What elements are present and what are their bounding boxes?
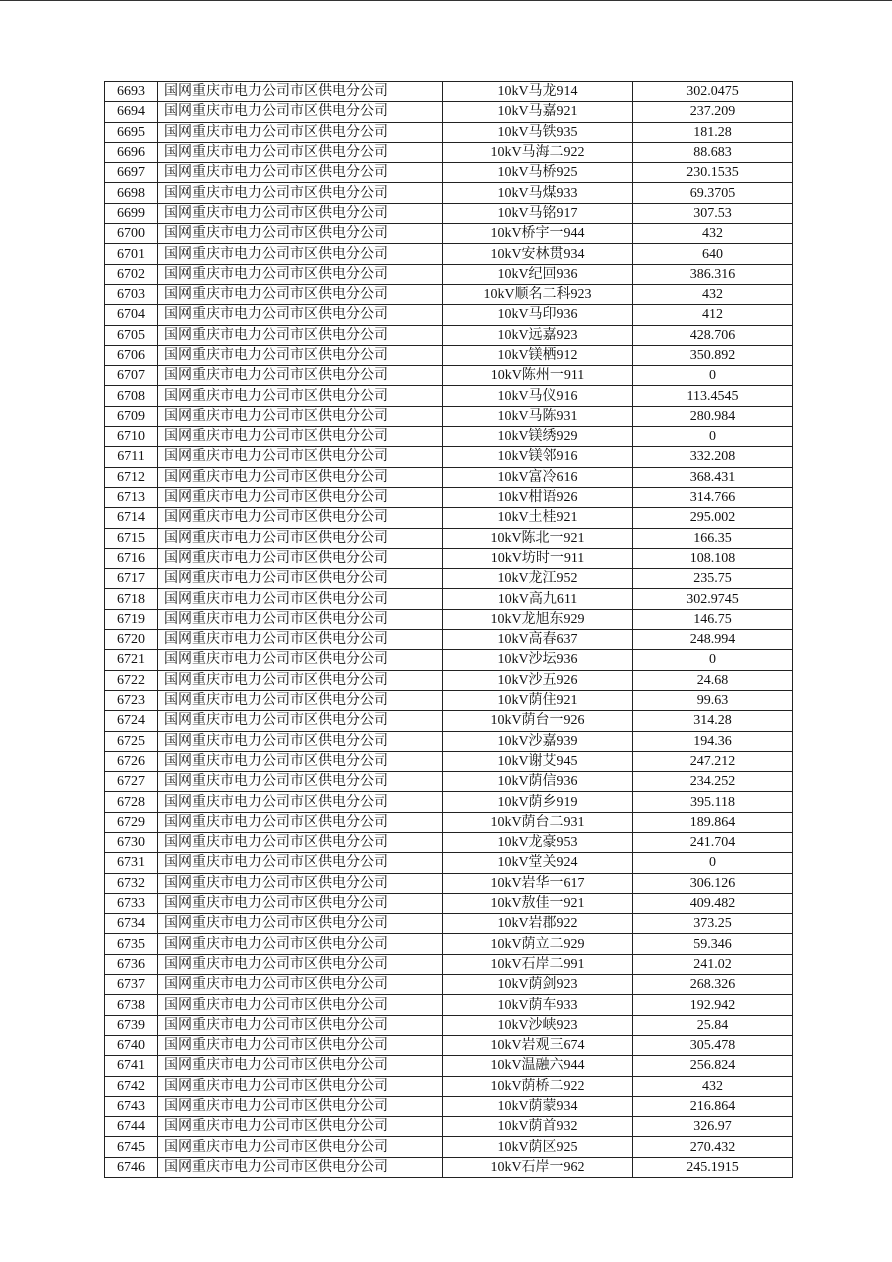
table-row — [105, 1096, 793, 1116]
row-number-cell: 6715 — [105, 528, 158, 548]
table-row — [105, 609, 793, 629]
table-row — [105, 1137, 793, 1157]
row-number-cell: 6723 — [105, 690, 158, 710]
row-number-cell: 6735 — [105, 934, 158, 954]
row-number-cell: 6724 — [105, 711, 158, 731]
value-cell: 314.28 — [633, 711, 793, 731]
line-name-cell: 10kV柑语926 — [443, 487, 633, 507]
company-name-cell: 国网重庆市电力公司市区供电分公司 — [158, 427, 443, 447]
table-row — [105, 934, 793, 954]
line-name-cell: 10kV荫信936 — [443, 772, 633, 792]
line-name-cell: 10kV马陈931 — [443, 406, 633, 426]
row-number-cell: 6733 — [105, 893, 158, 913]
line-name-cell: 10kV马龙914 — [443, 82, 633, 102]
line-name-cell: 10kV沙五926 — [443, 670, 633, 690]
company-name-cell: 国网重庆市电力公司市区供电分公司 — [158, 325, 443, 345]
value-cell: 295.002 — [633, 508, 793, 528]
table-row — [105, 203, 793, 223]
table-row — [105, 366, 793, 386]
table-row — [105, 975, 793, 995]
value-cell: 332.208 — [633, 447, 793, 467]
company-name-cell: 国网重庆市电力公司市区供电分公司 — [158, 1137, 443, 1157]
row-number-cell: 6738 — [105, 995, 158, 1015]
value-cell: 305.478 — [633, 1035, 793, 1055]
value-cell: 395.118 — [633, 792, 793, 812]
value-cell: 268.326 — [633, 975, 793, 995]
table-body — [105, 82, 793, 1178]
value-cell: 326.97 — [633, 1117, 793, 1137]
row-number-cell: 6722 — [105, 670, 158, 690]
line-name-cell: 10kV荫立二929 — [443, 934, 633, 954]
line-name-cell: 10kV荫剑923 — [443, 975, 633, 995]
row-number-cell: 6708 — [105, 386, 158, 406]
line-name-cell: 10kV安林贯934 — [443, 244, 633, 264]
line-name-cell: 10kV沙嘉939 — [443, 731, 633, 751]
line-name-cell: 10kV土桂921 — [443, 508, 633, 528]
row-number-cell: 6706 — [105, 345, 158, 365]
line-name-cell: 10kV龙豪953 — [443, 832, 633, 852]
value-cell: 302.0475 — [633, 82, 793, 102]
company-name-cell: 国网重庆市电力公司市区供电分公司 — [158, 264, 443, 284]
value-cell: 189.864 — [633, 812, 793, 832]
row-number-cell: 6737 — [105, 975, 158, 995]
row-number-cell: 6699 — [105, 203, 158, 223]
value-cell: 306.126 — [633, 873, 793, 893]
value-cell: 241.02 — [633, 954, 793, 974]
line-name-cell: 10kV谢艾945 — [443, 751, 633, 771]
table-row — [105, 244, 793, 264]
line-name-cell: 10kV沙峡923 — [443, 1015, 633, 1035]
row-number-cell: 6718 — [105, 589, 158, 609]
row-number-cell: 6693 — [105, 82, 158, 102]
company-name-cell: 国网重庆市电力公司市区供电分公司 — [158, 1035, 443, 1055]
page-top-rule — [0, 0, 892, 1]
row-number-cell: 6700 — [105, 224, 158, 244]
line-name-cell: 10kV石岸二991 — [443, 954, 633, 974]
row-number-cell: 6744 — [105, 1117, 158, 1137]
line-name-cell: 10kV荫台一926 — [443, 711, 633, 731]
row-number-cell: 6741 — [105, 1056, 158, 1076]
line-name-cell: 10kV高九611 — [443, 589, 633, 609]
table-row — [105, 284, 793, 304]
value-cell: 280.984 — [633, 406, 793, 426]
value-cell: 256.824 — [633, 1056, 793, 1076]
row-number-cell: 6713 — [105, 487, 158, 507]
table-row — [105, 548, 793, 568]
value-cell: 0 — [633, 853, 793, 873]
table-row — [105, 163, 793, 183]
row-number-cell: 6743 — [105, 1096, 158, 1116]
company-name-cell: 国网重庆市电力公司市区供电分公司 — [158, 914, 443, 934]
row-number-cell: 6694 — [105, 102, 158, 122]
line-name-cell: 10kV高春637 — [443, 630, 633, 650]
row-number-cell: 6734 — [105, 914, 158, 934]
value-cell: 247.212 — [633, 751, 793, 771]
table-row — [105, 1117, 793, 1137]
company-name-cell: 国网重庆市电力公司市区供电分公司 — [158, 102, 443, 122]
table-row — [105, 792, 793, 812]
company-name-cell: 国网重庆市电力公司市区供电分公司 — [158, 1015, 443, 1035]
line-name-cell: 10kV荫蒙934 — [443, 1096, 633, 1116]
row-number-cell: 6730 — [105, 832, 158, 852]
table-row — [105, 487, 793, 507]
row-number-cell: 6703 — [105, 284, 158, 304]
value-cell: 245.1915 — [633, 1157, 793, 1177]
company-name-cell: 国网重庆市电力公司市区供电分公司 — [158, 792, 443, 812]
company-name-cell: 国网重庆市电力公司市区供电分公司 — [158, 873, 443, 893]
line-name-cell: 10kV陈北一921 — [443, 528, 633, 548]
table-row — [105, 751, 793, 771]
company-name-cell: 国网重庆市电力公司市区供电分公司 — [158, 751, 443, 771]
table-row — [105, 873, 793, 893]
company-name-cell: 国网重庆市电力公司市区供电分公司 — [158, 975, 443, 995]
row-number-cell: 6704 — [105, 305, 158, 325]
company-name-cell: 国网重庆市电力公司市区供电分公司 — [158, 630, 443, 650]
table-row — [105, 406, 793, 426]
table-row — [105, 1015, 793, 1035]
row-number-cell: 6726 — [105, 751, 158, 771]
row-number-cell: 6719 — [105, 609, 158, 629]
table-row — [105, 528, 793, 548]
table-row — [105, 731, 793, 751]
table-row — [105, 772, 793, 792]
value-cell: 166.35 — [633, 528, 793, 548]
value-cell: 302.9745 — [633, 589, 793, 609]
row-number-cell: 6739 — [105, 1015, 158, 1035]
company-name-cell: 国网重庆市电力公司市区供电分公司 — [158, 528, 443, 548]
row-number-cell: 6729 — [105, 812, 158, 832]
data-table — [104, 81, 793, 1178]
row-number-cell: 6710 — [105, 427, 158, 447]
value-cell: 428.706 — [633, 325, 793, 345]
line-name-cell: 10kV镁栖912 — [443, 345, 633, 365]
table-row — [105, 142, 793, 162]
company-name-cell: 国网重庆市电力公司市区供电分公司 — [158, 731, 443, 751]
line-name-cell: 10kV桥宇一944 — [443, 224, 633, 244]
value-cell: 88.683 — [633, 142, 793, 162]
company-name-cell: 国网重庆市电力公司市区供电分公司 — [158, 467, 443, 487]
row-number-cell: 6709 — [105, 406, 158, 426]
table-row — [105, 569, 793, 589]
company-name-cell: 国网重庆市电力公司市区供电分公司 — [158, 954, 443, 974]
table-row — [105, 954, 793, 974]
value-cell: 241.704 — [633, 832, 793, 852]
value-cell: 99.63 — [633, 690, 793, 710]
value-cell: 216.864 — [633, 1096, 793, 1116]
row-number-cell: 6705 — [105, 325, 158, 345]
line-name-cell: 10kV岩观三674 — [443, 1035, 633, 1055]
value-cell: 146.75 — [633, 609, 793, 629]
table-row — [105, 1056, 793, 1076]
table-row — [105, 1157, 793, 1177]
row-number-cell: 6740 — [105, 1035, 158, 1055]
line-name-cell: 10kV岩华一617 — [443, 873, 633, 893]
table-row — [105, 427, 793, 447]
value-cell: 640 — [633, 244, 793, 264]
line-name-cell: 10kV富冷616 — [443, 467, 633, 487]
table-row — [105, 386, 793, 406]
value-cell: 69.3705 — [633, 183, 793, 203]
company-name-cell: 国网重庆市电力公司市区供电分公司 — [158, 487, 443, 507]
company-name-cell: 国网重庆市电力公司市区供电分公司 — [158, 345, 443, 365]
row-number-cell: 6696 — [105, 142, 158, 162]
line-name-cell: 10kV纪回936 — [443, 264, 633, 284]
company-name-cell: 国网重庆市电力公司市区供电分公司 — [158, 447, 443, 467]
line-name-cell: 10kV荫住921 — [443, 690, 633, 710]
value-cell: 373.25 — [633, 914, 793, 934]
table-row — [105, 690, 793, 710]
line-name-cell: 10kV荫首932 — [443, 1117, 633, 1137]
value-cell: 350.892 — [633, 345, 793, 365]
company-name-cell: 国网重庆市电力公司市区供电分公司 — [158, 893, 443, 913]
table-row — [105, 1076, 793, 1096]
value-cell: 237.209 — [633, 102, 793, 122]
table-row — [105, 345, 793, 365]
value-cell: 181.28 — [633, 122, 793, 142]
table-row — [105, 630, 793, 650]
line-name-cell: 10kV镁邻916 — [443, 447, 633, 467]
company-name-cell: 国网重庆市电力公司市区供电分公司 — [158, 1076, 443, 1096]
line-name-cell: 10kV坊时一911 — [443, 548, 633, 568]
table-row — [105, 711, 793, 731]
table-row — [105, 183, 793, 203]
row-number-cell: 6745 — [105, 1137, 158, 1157]
line-name-cell: 10kV马印936 — [443, 305, 633, 325]
company-name-cell: 国网重庆市电力公司市区供电分公司 — [158, 1157, 443, 1177]
line-name-cell: 10kV荫区925 — [443, 1137, 633, 1157]
row-number-cell: 6712 — [105, 467, 158, 487]
row-number-cell: 6695 — [105, 122, 158, 142]
line-name-cell: 10kV石岸一962 — [443, 1157, 633, 1177]
value-cell: 432 — [633, 284, 793, 304]
company-name-cell: 国网重庆市电力公司市区供电分公司 — [158, 203, 443, 223]
company-name-cell: 国网重庆市电力公司市区供电分公司 — [158, 934, 443, 954]
company-name-cell: 国网重庆市电力公司市区供电分公司 — [158, 1096, 443, 1116]
company-name-cell: 国网重庆市电力公司市区供电分公司 — [158, 548, 443, 568]
company-name-cell: 国网重庆市电力公司市区供电分公司 — [158, 183, 443, 203]
company-name-cell: 国网重庆市电力公司市区供电分公司 — [158, 366, 443, 386]
company-name-cell: 国网重庆市电力公司市区供电分公司 — [158, 163, 443, 183]
company-name-cell: 国网重庆市电力公司市区供电分公司 — [158, 224, 443, 244]
table-row — [105, 995, 793, 1015]
company-name-cell: 国网重庆市电力公司市区供电分公司 — [158, 832, 443, 852]
line-name-cell: 10kV敖佳一921 — [443, 893, 633, 913]
line-name-cell: 10kV马煤933 — [443, 183, 633, 203]
value-cell: 194.36 — [633, 731, 793, 751]
value-cell: 25.84 — [633, 1015, 793, 1035]
company-name-cell: 国网重庆市电力公司市区供电分公司 — [158, 609, 443, 629]
table-row — [105, 224, 793, 244]
row-number-cell: 6701 — [105, 244, 158, 264]
company-name-cell: 国网重庆市电力公司市区供电分公司 — [158, 569, 443, 589]
row-number-cell: 6717 — [105, 569, 158, 589]
line-name-cell: 10kV龙江952 — [443, 569, 633, 589]
value-cell: 386.316 — [633, 264, 793, 284]
table-row — [105, 467, 793, 487]
value-cell: 270.432 — [633, 1137, 793, 1157]
line-name-cell: 10kV远嘉923 — [443, 325, 633, 345]
line-name-cell: 10kV马海二922 — [443, 142, 633, 162]
row-number-cell: 6725 — [105, 731, 158, 751]
table-row — [105, 447, 793, 467]
table-row — [105, 650, 793, 670]
value-cell: 0 — [633, 427, 793, 447]
company-name-cell: 国网重庆市电力公司市区供电分公司 — [158, 305, 443, 325]
line-name-cell: 10kV马铭917 — [443, 203, 633, 223]
company-name-cell: 国网重庆市电力公司市区供电分公司 — [158, 711, 443, 731]
row-number-cell: 6697 — [105, 163, 158, 183]
value-cell: 24.68 — [633, 670, 793, 690]
company-name-cell: 国网重庆市电力公司市区供电分公司 — [158, 995, 443, 1015]
line-name-cell: 10kV马铁935 — [443, 122, 633, 142]
row-number-cell: 6716 — [105, 548, 158, 568]
company-name-cell: 国网重庆市电力公司市区供电分公司 — [158, 386, 443, 406]
company-name-cell: 国网重庆市电力公司市区供电分公司 — [158, 690, 443, 710]
line-name-cell: 10kV荫车933 — [443, 995, 633, 1015]
line-name-cell: 10kV陈州一911 — [443, 366, 633, 386]
table-row — [105, 508, 793, 528]
value-cell: 113.4545 — [633, 386, 793, 406]
company-name-cell: 国网重庆市电力公司市区供电分公司 — [158, 772, 443, 792]
table-row — [105, 670, 793, 690]
line-name-cell: 10kV荫桥二922 — [443, 1076, 633, 1096]
row-number-cell: 6714 — [105, 508, 158, 528]
value-cell: 59.346 — [633, 934, 793, 954]
row-number-cell: 6732 — [105, 873, 158, 893]
value-cell: 235.75 — [633, 569, 793, 589]
value-cell: 368.431 — [633, 467, 793, 487]
company-name-cell: 国网重庆市电力公司市区供电分公司 — [158, 1117, 443, 1137]
table-row — [105, 122, 793, 142]
company-name-cell: 国网重庆市电力公司市区供电分公司 — [158, 589, 443, 609]
table-row — [105, 853, 793, 873]
line-name-cell: 10kV马桥925 — [443, 163, 633, 183]
line-name-cell: 10kV马仪916 — [443, 386, 633, 406]
value-cell: 0 — [633, 366, 793, 386]
line-name-cell: 10kV堂关924 — [443, 853, 633, 873]
value-cell: 192.942 — [633, 995, 793, 1015]
company-name-cell: 国网重庆市电力公司市区供电分公司 — [158, 82, 443, 102]
value-cell: 409.482 — [633, 893, 793, 913]
line-name-cell: 10kV温融六944 — [443, 1056, 633, 1076]
value-cell: 248.994 — [633, 630, 793, 650]
value-cell: 108.108 — [633, 548, 793, 568]
value-cell: 234.252 — [633, 772, 793, 792]
line-name-cell: 10kV荫乡919 — [443, 792, 633, 812]
company-name-cell: 国网重庆市电力公司市区供电分公司 — [158, 244, 443, 264]
company-name-cell: 国网重庆市电力公司市区供电分公司 — [158, 122, 443, 142]
table-row — [105, 914, 793, 934]
row-number-cell: 6736 — [105, 954, 158, 974]
company-name-cell: 国网重庆市电力公司市区供电分公司 — [158, 853, 443, 873]
line-name-cell: 10kV镁绣929 — [443, 427, 633, 447]
row-number-cell: 6721 — [105, 650, 158, 670]
row-number-cell: 6711 — [105, 447, 158, 467]
line-name-cell: 10kV龙旭东929 — [443, 609, 633, 629]
row-number-cell: 6731 — [105, 853, 158, 873]
company-name-cell: 国网重庆市电力公司市区供电分公司 — [158, 1056, 443, 1076]
value-cell: 230.1535 — [633, 163, 793, 183]
row-number-cell: 6742 — [105, 1076, 158, 1096]
table-row — [105, 305, 793, 325]
company-name-cell: 国网重庆市电力公司市区供电分公司 — [158, 670, 443, 690]
table-row — [105, 82, 793, 102]
line-name-cell: 10kV沙坛936 — [443, 650, 633, 670]
line-name-cell: 10kV顺名二科923 — [443, 284, 633, 304]
row-number-cell: 6702 — [105, 264, 158, 284]
row-number-cell: 6698 — [105, 183, 158, 203]
row-number-cell: 6707 — [105, 366, 158, 386]
table-row — [105, 589, 793, 609]
table-row — [105, 264, 793, 284]
line-name-cell: 10kV岩郡922 — [443, 914, 633, 934]
row-number-cell: 6727 — [105, 772, 158, 792]
row-number-cell: 6728 — [105, 792, 158, 812]
value-cell: 432 — [633, 224, 793, 244]
table-row — [105, 812, 793, 832]
value-cell: 307.53 — [633, 203, 793, 223]
value-cell: 314.766 — [633, 487, 793, 507]
company-name-cell: 国网重庆市电力公司市区供电分公司 — [158, 406, 443, 426]
company-name-cell: 国网重庆市电力公司市区供电分公司 — [158, 650, 443, 670]
row-number-cell: 6746 — [105, 1157, 158, 1177]
table-row — [105, 1035, 793, 1055]
value-cell: 0 — [633, 650, 793, 670]
value-cell: 412 — [633, 305, 793, 325]
company-name-cell: 国网重庆市电力公司市区供电分公司 — [158, 812, 443, 832]
table-row — [105, 832, 793, 852]
table-row — [105, 893, 793, 913]
company-name-cell: 国网重庆市电力公司市区供电分公司 — [158, 508, 443, 528]
company-name-cell: 国网重庆市电力公司市区供电分公司 — [158, 284, 443, 304]
table-row — [105, 102, 793, 122]
line-name-cell: 10kV荫台二931 — [443, 812, 633, 832]
line-name-cell: 10kV马嘉921 — [443, 102, 633, 122]
row-number-cell: 6720 — [105, 630, 158, 650]
company-name-cell: 国网重庆市电力公司市区供电分公司 — [158, 142, 443, 162]
table-row — [105, 325, 793, 345]
value-cell: 432 — [633, 1076, 793, 1096]
